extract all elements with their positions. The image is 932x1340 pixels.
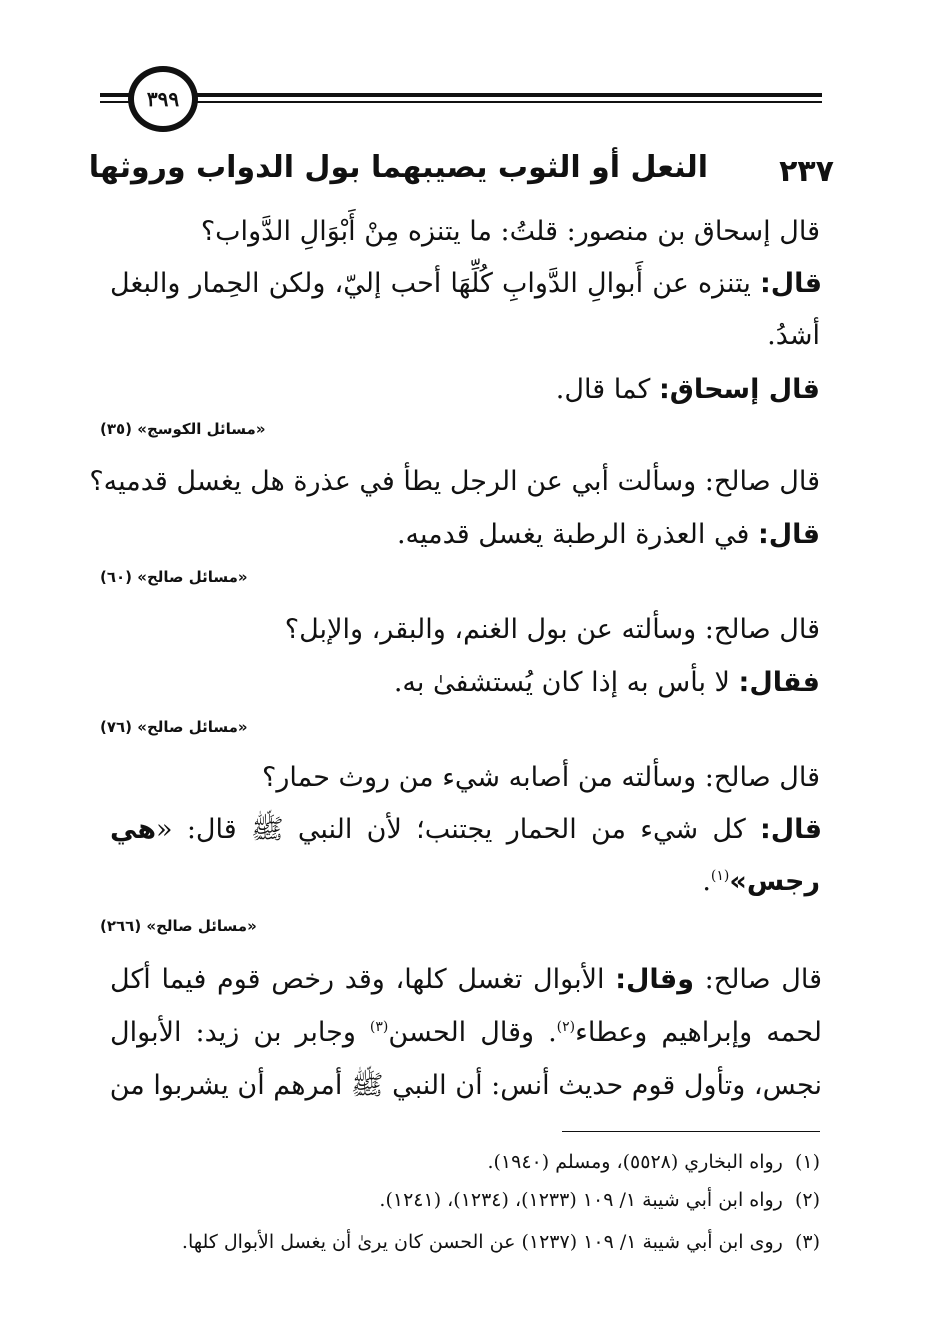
block5-line2	[110, 1013, 822, 1053]
footnote-text: رواه ابن أبي شيبة ١/ ١٠٩ (١٢٣٣)، (١٢٣٤)، (١٢٤١).	[379, 1189, 783, 1211]
footnote-number: (١)	[794, 1151, 820, 1173]
text: وجابر بن زيد: الأبوال	[110, 1017, 370, 1048]
source-citation: «مسائل صالح» (٢٦٦)	[100, 917, 257, 935]
text: لحمه وإبراهيم وعطاء	[575, 1017, 822, 1048]
label-qal-ishaq: قال إسحاق:	[659, 374, 820, 405]
label-qal: قال:	[759, 268, 822, 299]
block4-line1: قال صالح: وسألته من أصابه شيء من روث حمار؟	[262, 762, 820, 793]
block4-line3	[702, 862, 820, 902]
footnote-3	[182, 1228, 820, 1256]
block1-line2	[110, 264, 822, 304]
footnote-1	[487, 1148, 820, 1176]
period: .	[702, 866, 711, 897]
block2-line2	[397, 515, 820, 555]
block5-line1	[110, 960, 822, 1000]
answer-text: في العذرة الرطبة يغسل قدميه.	[396, 519, 758, 550]
block1-line1: قال إسحاق بن منصور: قلتُ: ما يتنزه مِنْ أَبْوَالِ الدَّواب؟	[200, 216, 820, 247]
block3-line1: قال صالح: وسألته عن بول الغنم، والبقر، والإبل؟	[284, 614, 820, 645]
block4-line2	[110, 810, 822, 850]
answer-text: يتنزه عن أَبوالِ الدَّوابِ كُلِّهَا أحب إليّ، ولكن الحِمار والبغل	[110, 268, 760, 299]
header-rule-bottom	[100, 101, 822, 103]
source-citation: «مسائل الكوسج» (٣٥)	[100, 420, 266, 438]
footnote-divider	[562, 1131, 820, 1132]
block1-line3: أشدُ.	[767, 320, 820, 351]
footnote-text: روى ابن أبي شيبة ١/ ١٠٩ (١٢٣٧) عن الحسن كان يرىٰ أن يغسل الأبوال كلها.	[181, 1231, 783, 1253]
hadith-end: رجس»	[729, 866, 820, 897]
text: . وقال الحسن	[388, 1017, 557, 1048]
block1-line4	[556, 370, 820, 410]
block3-line2	[394, 663, 820, 703]
source-citation: «مسائل صالح» (٧٦)	[100, 718, 248, 736]
hadith-word: هي	[110, 814, 157, 845]
block2-line1: قال صالح: وسألت أبي عن الرجل يطأ في عذرة هل يغسل قدميه؟	[89, 466, 820, 497]
source-citation: «مسائل صالح» (٦٠)	[100, 568, 248, 586]
footnote-ref-1[interactable]: (١)	[710, 868, 730, 884]
label-faqal: فقال:	[738, 667, 820, 698]
text: قال صالح:	[694, 964, 822, 995]
answer-text: كل شيء من الحمار يجتنب؛ لأن النبي ﷺ قال: «	[156, 814, 760, 845]
label-qal: قال:	[759, 814, 822, 845]
footnote-text: رواه البخاري (٥٥٢٨)، ومسلم (١٩٤٠).	[487, 1151, 783, 1173]
text: الأبوال تغسل كلها، وقد رخص قوم فيما أكل	[110, 964, 616, 995]
footnote-ref-3[interactable]: (٣)	[369, 1019, 389, 1035]
issue-number: ٢٣٧	[779, 154, 834, 189]
footnote-2	[379, 1186, 820, 1214]
block5-line3: نجس، وتأول قوم حديث أنس: أن النبي ﷺ أمرهم أن يشربوا من	[109, 1070, 822, 1101]
header-rule-top	[100, 93, 822, 97]
footnote-number: (٢)	[794, 1189, 820, 1211]
footnote-number: (٣)	[794, 1231, 820, 1253]
answer-text: لا بأس به إذا كان يُستشفىٰ به.	[393, 667, 739, 698]
page-number: ٣٩٩	[146, 87, 180, 111]
label-qal: قال:	[757, 519, 820, 550]
ishaq-text: كما قال.	[555, 374, 659, 405]
section-title: النعل أو الثوب يصيبهما بول الدواب وروثها	[88, 150, 708, 185]
label-waqal: وقال:	[615, 964, 695, 995]
footnote-ref-2[interactable]: (٢)	[556, 1019, 576, 1035]
